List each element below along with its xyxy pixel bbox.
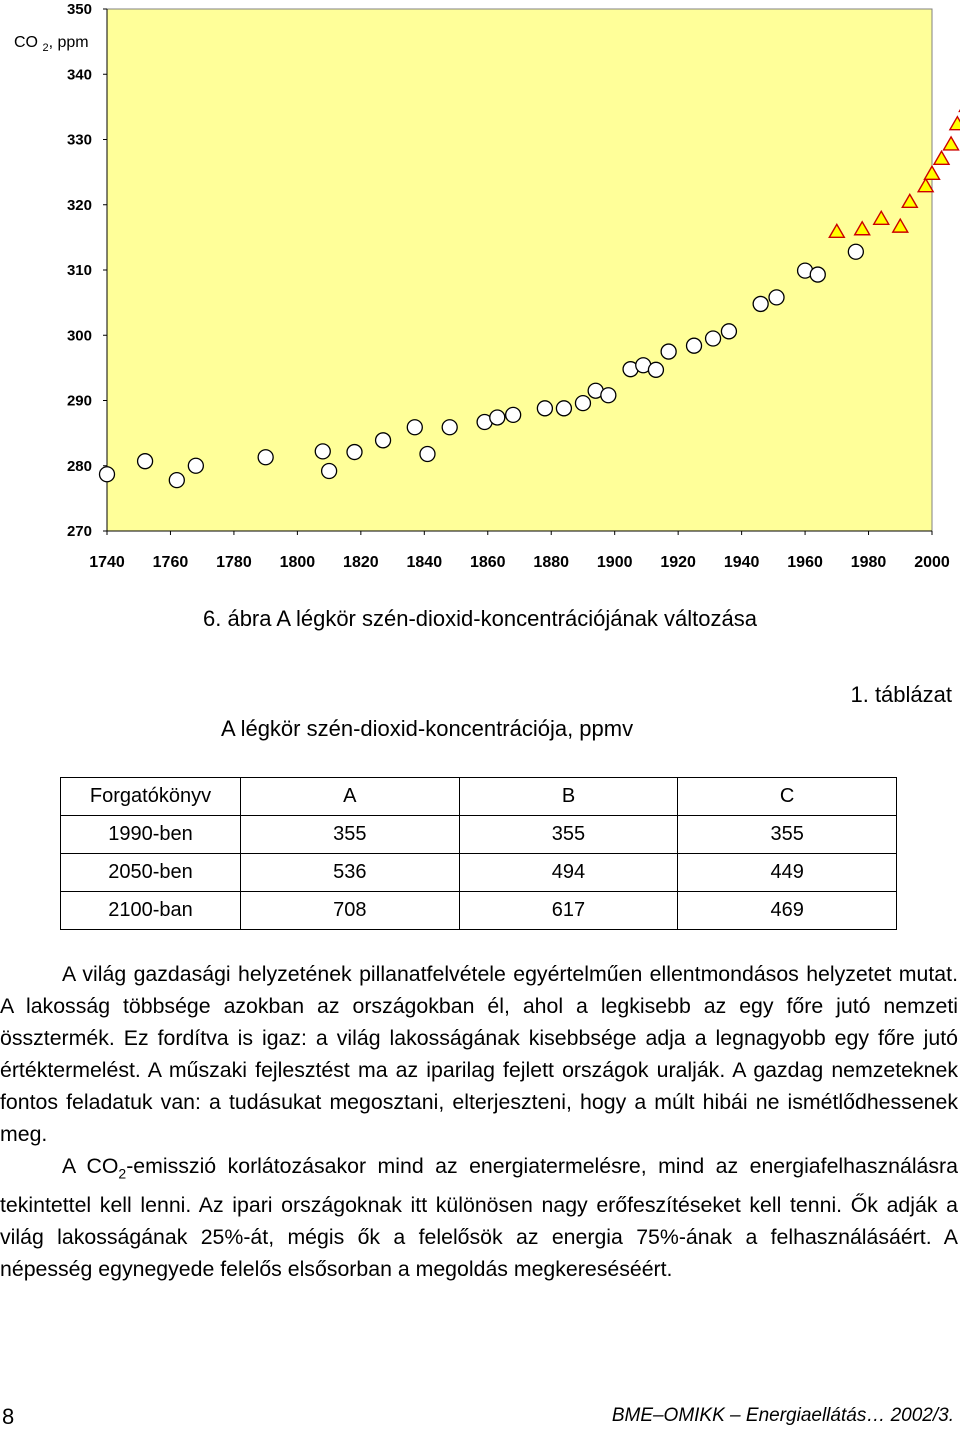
circle-data-point [601, 388, 616, 403]
y-tick-label: 290 [66, 392, 92, 410]
x-tick-label: 1900 [596, 554, 633, 571]
y-tick-label: 330 [66, 131, 92, 149]
table-cell: 355 [459, 816, 678, 854]
triangle-data-point [934, 151, 949, 164]
x-tick-labels [89, 531, 950, 571]
circle-data-point [420, 447, 435, 462]
paragraph-text: A CO [62, 1154, 119, 1178]
table-cell: 617 [459, 892, 678, 930]
table-cell: 1990-ben [61, 816, 241, 854]
x-tick-label: 1820 [343, 554, 379, 571]
y-tick-label: 320 [66, 196, 92, 214]
y-tick-label: 350 [66, 1, 92, 18]
y-tick-labels [67, 1, 107, 540]
figure-caption: 6. ábra A légkör szén-dioxid-koncentrációjának változása [203, 606, 757, 631]
circle-data-point [100, 467, 115, 482]
x-tick-label: 1960 [787, 554, 823, 571]
table-row [61, 892, 897, 930]
circle-data-point [661, 344, 676, 359]
body-text [0, 958, 958, 1285]
x-tick-label: 1860 [469, 554, 506, 571]
y-tick-label: 300 [66, 327, 92, 345]
x-tick-label: 2000 [914, 554, 950, 571]
table-row [61, 854, 897, 892]
triangle-data-point [944, 137, 959, 150]
header-cell: A [241, 778, 460, 816]
circle-data-point [721, 324, 736, 339]
circle-data-point [687, 338, 702, 353]
circle-data-point [556, 401, 571, 416]
circle-data-point [138, 454, 153, 469]
header-cell: Forgatókönyv [61, 778, 241, 816]
y-axis-label: CO $_2$, ppm [14, 34, 89, 54]
circle-data-point [810, 267, 825, 282]
page-number: 8 [2, 1404, 15, 1429]
table-cell: 494 [459, 854, 678, 892]
circle-data-point [537, 401, 552, 416]
circle-data-point [848, 244, 863, 259]
y-tick-label: 310 [66, 262, 92, 279]
table-header-row [61, 778, 897, 816]
y-tick-label: 280 [66, 457, 92, 475]
circle-data-point [442, 420, 457, 435]
x-tick-label: 1980 [850, 554, 887, 571]
table-number: 1. táblázat [850, 682, 952, 707]
x-tick-label: 1840 [406, 554, 443, 571]
subscript: 2 [118, 1165, 127, 1182]
circle-data-point [315, 444, 330, 459]
circle-data-point [407, 420, 422, 435]
x-tick-label: 1880 [533, 554, 570, 571]
circle-data-point [648, 362, 663, 377]
table-cell: 469 [678, 892, 897, 930]
x-tick-label: 1940 [723, 554, 760, 571]
table-row [61, 816, 897, 854]
circle-data-point [376, 433, 391, 448]
y-tick-label: 340 [66, 66, 92, 84]
table-cell: 355 [241, 816, 460, 854]
x-tick-label: 1780 [216, 554, 252, 571]
x-tick-label: 1800 [279, 554, 316, 571]
x-tick-label: 1760 [152, 554, 189, 571]
circle-data-point [322, 463, 337, 478]
circle-data-point [575, 396, 590, 411]
circle-data-point [769, 290, 784, 305]
circle-data-point [347, 445, 362, 460]
triangle-data-point [950, 117, 960, 130]
table-cell: 355 [678, 816, 897, 854]
circle-data-point [706, 331, 721, 346]
y-tick-label: 270 [66, 523, 92, 540]
paragraph [0, 1150, 958, 1285]
header-cell: C [678, 778, 897, 816]
circle-data-point [490, 410, 505, 425]
co2-chart [0, 0, 960, 580]
header-cell: B [459, 778, 678, 816]
circle-data-point [169, 473, 184, 488]
paragraph: A világ gazdasági helyzetének pillanatfelvétele egyértelműen ellentmondásos helyzetet mutat. A lakosság többsége azokban az országokban él, ahol a legkisebb az egy főre jutó nemzeti össztermék. Ez fordítva is igaz: a világ lakosságának kisebbsége adja a legnagyobb egy főre jutó értéktermelést. A műszaki fejlesztést ma az iparilag fejlett országok uralják. A gazdag nemzeteknek fontos feladatuk van: a tudásukat megosztani, elterjeszteni, hogy a múlt hibái ne ismétlődhessenek meg. [0, 962, 958, 1146]
table-cell: 2050-ben [61, 854, 241, 892]
table-cell: 2100-ban [61, 892, 241, 930]
paragraph-text: -emisszió korlátozásakor mind az energiatermelésre, mind az energiafelhasználásra tekintettel kell lenni. Az ipari országoknak itt különösen nagy erőfeszítéseket kell tenni. Ők adják a világ lakosságának 25%-át, mégis ők a felelősök az energia 75%-ának a felhasználásáért. A népesség egynegyede felelős elsősorban a megoldás megkereséséért. [0, 1154, 958, 1282]
circle-data-point [753, 296, 768, 311]
table-cell: 536 [241, 854, 460, 892]
circle-data-point [506, 407, 521, 422]
circle-data-point [188, 458, 203, 473]
circle-data-point [258, 450, 273, 465]
table-cell: 708 [241, 892, 460, 930]
scenario-table [60, 777, 897, 930]
x-tick-label: 1920 [660, 554, 696, 571]
footer: BME–OMIKK – Energiaellátás… 2002/3. [611, 1405, 954, 1426]
table-cell: 449 [678, 854, 897, 892]
table-title: A légkör szén-dioxid-koncentrációja, ppmv [221, 716, 634, 741]
x-tick-label: 1740 [89, 554, 125, 571]
